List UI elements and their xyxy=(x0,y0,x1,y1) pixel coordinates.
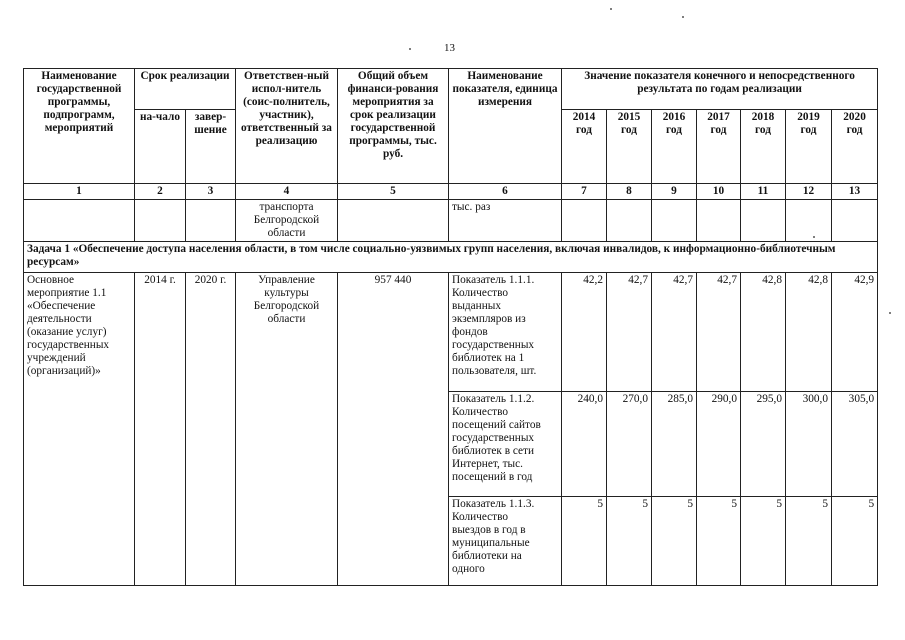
column-number: 3 xyxy=(186,184,236,200)
task-row xyxy=(24,242,878,273)
header-term: Срок реализации xyxy=(135,69,236,110)
carry-indicator: тыс. раз xyxy=(449,200,562,242)
indicator-value: 42,7 xyxy=(607,273,652,392)
header-values: Значение показателя конечного и непосредственного результата по годам реализации xyxy=(562,69,878,110)
header-year: 2019 год xyxy=(786,110,832,184)
header-year: 2015 год xyxy=(607,110,652,184)
indicator-value: 42,2 xyxy=(562,273,607,392)
header-year: 2020 год xyxy=(832,110,878,184)
indicator-value: 42,8 xyxy=(741,273,786,392)
indicator-value: 5 xyxy=(607,497,652,586)
indicator-value: 5 xyxy=(652,497,697,586)
scan-speck xyxy=(409,48,411,50)
measure-row-1 xyxy=(24,273,878,392)
scan-speck xyxy=(889,312,891,314)
indicator-value: 42,8 xyxy=(786,273,832,392)
scan-speck xyxy=(610,8,612,10)
indicator-name: Показатель 1.1.2. Количество посещений сайтов государственных библиотек в сети Интернет, тыс. посещений в год xyxy=(449,392,562,497)
program-table xyxy=(23,68,878,586)
header-year: 2018 год xyxy=(741,110,786,184)
header-start: на-чало xyxy=(135,110,186,184)
column-number: 11 xyxy=(741,184,786,200)
column-number: 4 xyxy=(236,184,338,200)
indicator-value: 270,0 xyxy=(607,392,652,497)
column-number: 1 xyxy=(24,184,135,200)
measure-responsible: Управление культуры Белгородской области xyxy=(236,273,338,586)
column-number: 10 xyxy=(697,184,741,200)
header-year: 2016 год xyxy=(652,110,697,184)
scan-speck xyxy=(682,16,684,18)
header-name: Наименование государственной программы, подпрограмм, мероприятий xyxy=(24,69,135,184)
indicator-value: 42,9 xyxy=(832,273,878,392)
indicator-value: 42,7 xyxy=(697,273,741,392)
measure-start: 2014 г. xyxy=(135,273,186,586)
carry-over-row xyxy=(24,200,878,242)
carry-responsible: транспорта Белгородской области xyxy=(236,200,338,242)
header-row-1 xyxy=(24,69,878,110)
indicator-value: 295,0 xyxy=(741,392,786,497)
header-responsible: Ответствен-ный испол-нитель (соис-полнитель, участник), ответственный за реализацию xyxy=(236,69,338,184)
indicator-value: 5 xyxy=(786,497,832,586)
column-number: 5 xyxy=(338,184,449,200)
measure-end: 2020 г. xyxy=(186,273,236,586)
column-number-row xyxy=(24,184,878,200)
indicator-value: 5 xyxy=(832,497,878,586)
measure-financing: 957 440 xyxy=(338,273,449,586)
indicator-value: 5 xyxy=(741,497,786,586)
column-number: 2 xyxy=(135,184,186,200)
indicator-value: 300,0 xyxy=(786,392,832,497)
header-financing: Общий объем финанси-рования мероприятия за срок реализации государственной программы, тыс. руб. xyxy=(338,69,449,184)
header-indicator: Наименование показателя, единица измерения xyxy=(449,69,562,184)
page-number: 13 xyxy=(444,42,455,54)
task-title: Задача 1 «Обеспечение доступа населения области, в том числе социально-уязвимых групп населения, включая инвалидов, к информационно-библиотечным ресурсам» xyxy=(24,242,878,273)
indicator-name: Показатель 1.1.3. Количество выездов в год в муниципальные библиотеки на одного xyxy=(449,497,562,586)
column-number: 13 xyxy=(832,184,878,200)
header-year: 2014 год xyxy=(562,110,607,184)
indicator-value: 5 xyxy=(562,497,607,586)
indicator-value: 42,7 xyxy=(652,273,697,392)
column-number: 12 xyxy=(786,184,832,200)
indicator-value: 5 xyxy=(697,497,741,586)
measure-name: Основное мероприятие 1.1 «Обеспечение деятельности (оказание услуг) государственных учреждений (организаций)» xyxy=(24,273,135,586)
indicator-value: 305,0 xyxy=(832,392,878,497)
header-end: завер-шение xyxy=(186,110,236,184)
column-number: 9 xyxy=(652,184,697,200)
column-number: 6 xyxy=(449,184,562,200)
column-number: 8 xyxy=(607,184,652,200)
column-number: 7 xyxy=(562,184,607,200)
indicator-value: 285,0 xyxy=(652,392,697,497)
indicator-name: Показатель 1.1.1. Количество выданных экземпляров из фондов государственных библиотек на 1 пользователя, шт. xyxy=(449,273,562,392)
indicator-value: 290,0 xyxy=(697,392,741,497)
indicator-value: 240,0 xyxy=(562,392,607,497)
header-year: 2017 год xyxy=(697,110,741,184)
